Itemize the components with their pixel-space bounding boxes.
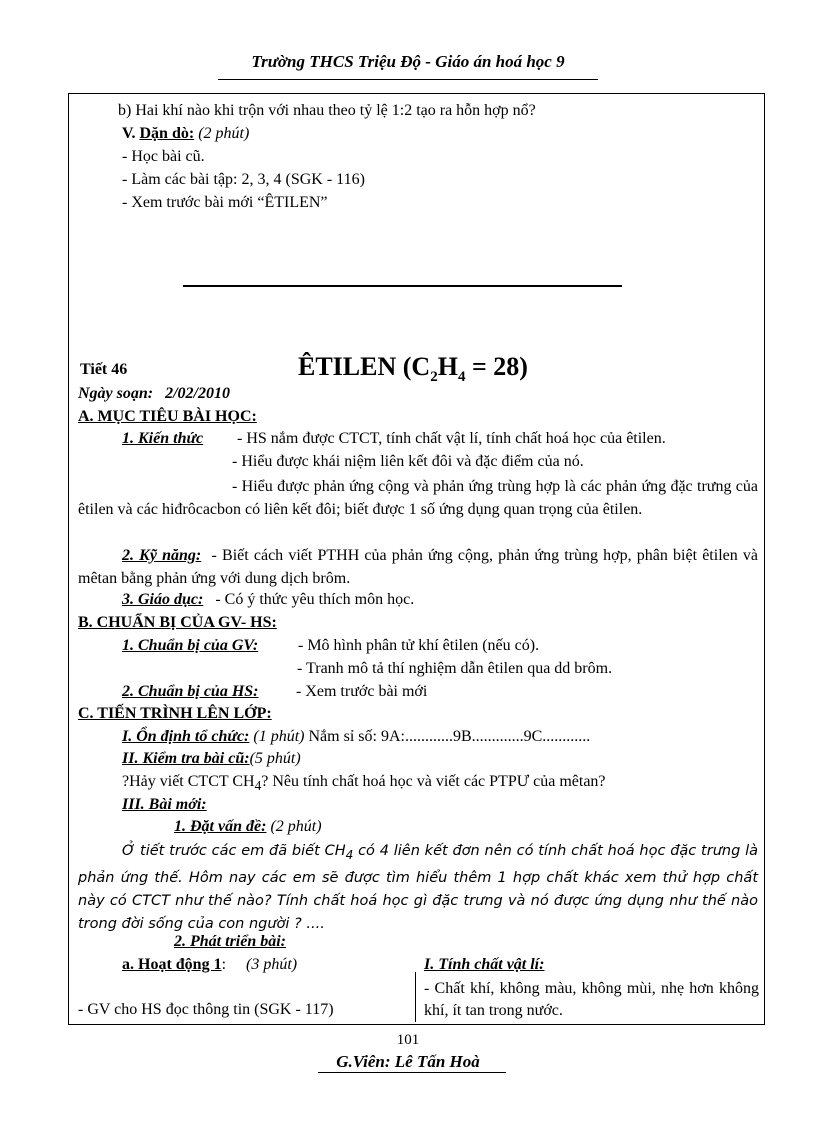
prep-date: Ngày soạn: 2/02/2010 — [78, 385, 230, 402]
header-underline — [218, 79, 598, 80]
education-line: 3. Giáo dục: - Có ý thức yêu thích môn học. — [122, 591, 415, 608]
organization-label: I. Ổn định tổ chức: — [122, 728, 250, 745]
knowledge-item: - Hiểu được phản ứng cộng và phản ứng trùng hợp là các phản ứng đặc trưng của êtilen và các hiđrôcacbon có liên kết đôi; biết được 1 số ứng dụng quan trọng của êtilen. — [78, 478, 758, 518]
column-divider — [415, 972, 416, 1022]
lesson-period: Tiết 46 — [80, 361, 128, 378]
footer-underline — [318, 1072, 506, 1073]
gv-prep-label: 1. Chuẩn bị của GV: — [122, 637, 259, 654]
activity-text: - GV cho HS đọc thông tin (SGK - 117) — [78, 1001, 334, 1018]
knowledge-label: 1. Kiến thức — [122, 430, 204, 447]
skills-paragraph: 2. Kỹ năng: - Biết cách viết PTHH của phản ứng cộng, phản ứng trùng hợp, phân biệt êtilen và mêtan bằng phản ứng với dung dịch brôm. — [78, 547, 758, 587]
homework-item: - Học bài cũ. — [122, 148, 205, 165]
intro-label: 1. Đặt vấn đề: — [174, 818, 267, 835]
section-v-heading: V. Dặn dò: (2 phút) — [122, 125, 250, 142]
section-a-title: A. MỤC TIÊU BÀI HỌC: — [78, 408, 257, 425]
hs-prep-label: 2. Chuẩn bị của HS: — [122, 683, 259, 700]
homework-item: - Làm các bài tập: 2, 3, 4 (SGK - 116) — [122, 171, 365, 188]
knowledge-item: - Hiểu được khái niệm liên kết đôi và đặc điểm của nó. — [232, 453, 584, 470]
homework-item: - Xem trước bài mới “ÊTILEN” — [122, 194, 328, 211]
review-label: II. Kiểm tra bài cũ: — [122, 750, 250, 767]
physical-properties-label: I. Tính chất vật lí: — [424, 956, 545, 973]
section-v-title: Dặn dò: — [139, 125, 195, 142]
section-v-time: (2 phút) — [198, 125, 250, 142]
knowledge-item: - HS nắm được CTCT, tính chất vật lí, tính chất hoá học của êtilen. — [237, 430, 666, 447]
skills-label: 2. Kỹ năng: — [122, 547, 202, 564]
review-heading: II. Kiểm tra bài cũ:(5 phút) — [122, 750, 301, 767]
class-organization: I. Ổn định tổ chức: (1 phút) Nắm sỉ số: 9A:............9B.............9C............ — [122, 728, 591, 745]
section-c-title: C. TIẾN TRÌNH LÊN LỚP: — [78, 705, 272, 722]
education-label: 3. Giáo dục: — [122, 591, 204, 608]
section-b-title: B. CHUẨN BỊ CỦA GV- HS: — [78, 614, 277, 631]
gv-prep-item: - Tranh mô tả thí nghiệm dẫn êtilen qua dd brôm. — [297, 660, 613, 677]
question-b: b) Hai khí nào khi trộn với nhau theo tỷ lệ 1:2 tạo ra hỗn hợp nổ? — [118, 102, 536, 119]
intro-paragraph: Ở tiết trước các em đã biết $CH_4$ có 4 liên kết đơn nên có tính chất hoá học đặc trưng là phản ứng thế. Hôm nay các em sẽ được tìm hiểu thêm 1 hợp chất khác xem thử hợp chất này có CTCT như thế nào? Tính chất hoá học gì đặc trưng và nó được ứng dụng như thế nào trong đời sống của con người ? .... — [78, 843, 758, 932]
lesson-separator — [183, 285, 622, 287]
development-label: 2. Phát triển bài: — [174, 933, 287, 950]
lesson-title: ÊTILEN $(C_2H_4 = 28)$ — [298, 352, 528, 386]
intro-heading: 1. Đặt vấn đề: (2 phút) — [174, 818, 322, 835]
review-question: ?Hảy viết CTCT $CH_4$? Nêu tính chất hoá học và viết các PTPƯ của mêtan? — [122, 773, 606, 794]
hs-prep-item: - Xem trước bài mới — [296, 683, 428, 700]
page-header: Trường THCS Triệu Độ - Giáo án hoá học 9 — [251, 52, 565, 71]
activity-heading: a. Hoạt động 1: (3 phút) — [122, 956, 298, 973]
activity-label: a. Hoạt động 1 — [122, 956, 222, 973]
new-lesson-label: III. Bài mới: — [122, 796, 207, 813]
teacher-name: G.Viên: Lê Tấn Hoà — [336, 1052, 480, 1071]
physical-properties-text: - Chất khí, không màu, không mùi, nhẹ hơn không khí, ít tan trong nước. — [424, 980, 759, 1019]
gv-prep-item: - Mô hình phân tử khí êtilen (nếu có). — [298, 637, 540, 654]
page-number: 101 — [396, 1032, 420, 1048]
